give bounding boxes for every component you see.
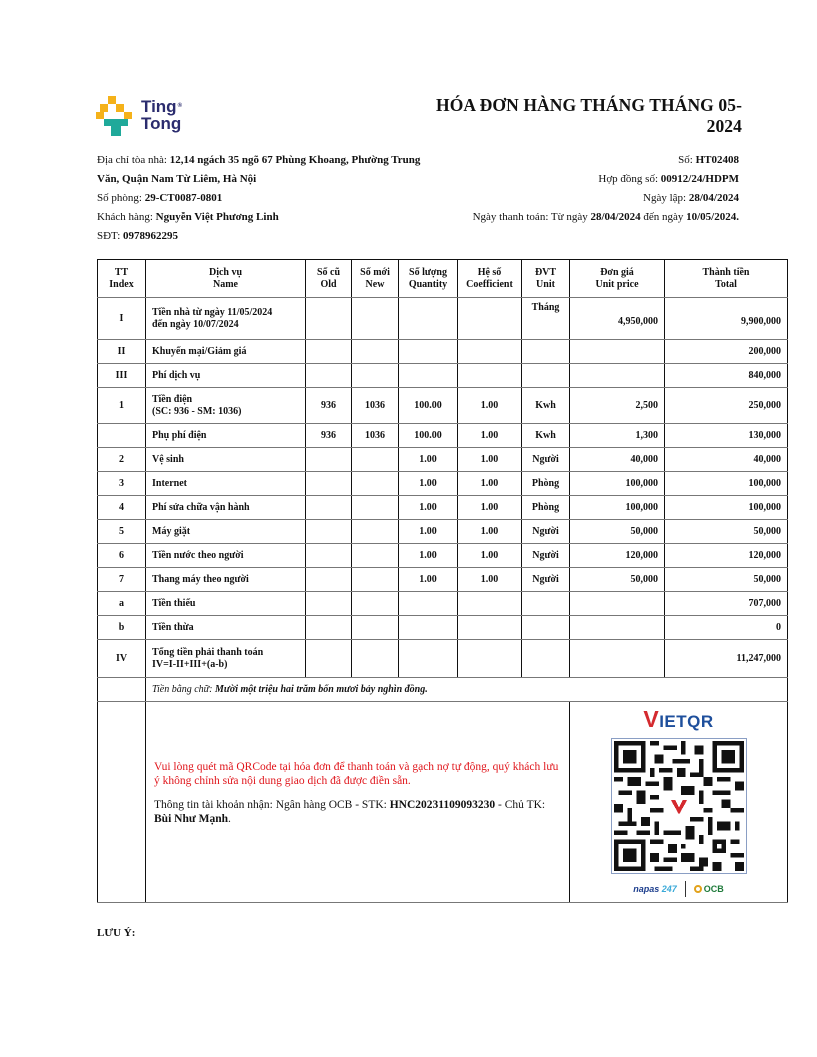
room-number: Số phòng: 29-CT0087-0801 [97,192,223,204]
row-qty [399,616,458,640]
row-index: 3 [98,472,146,496]
building-address: Địa chỉ tòa nhà: 12,14 ngách 35 ngõ 67 Phùng Khoang, Phường Trung Văn, Quận Nam Từ Liêm, Hà Nội [97,154,421,185]
row-unit: Tháng [522,298,570,340]
col-header-name: Dịch vụ Name [146,260,306,298]
row-price: 100,000 [570,496,665,520]
empty-cell [98,702,146,903]
row-total: 840,000 [665,364,788,388]
table-row-grand-total [98,640,788,678]
row-price: 2,500 [570,388,665,424]
table-row [98,424,788,448]
row-index: III [98,364,146,388]
tingtong-logo [96,96,196,136]
row-name: Tiền nhà từ ngày 11/05/2024 đến ngày 10/07/2024 [146,298,306,340]
row-name: Tiền thiếu [146,592,306,616]
grand-total: 11,247,000 [665,640,788,678]
row-new [352,364,399,388]
payment-partners [570,881,787,897]
contract-number: Hợp đồng số: 00912/24/HDPM [598,173,739,185]
row-qty [399,364,458,388]
table-row [98,388,788,424]
row-qty: 1.00 [399,448,458,472]
row-old: 936 [306,388,352,424]
invoice-meta [379,151,739,227]
row-new [352,520,399,544]
empty-cell [98,678,146,702]
row-name: Phụ phí điện [146,424,306,448]
row-new [352,544,399,568]
table-row [98,568,788,592]
row-old [306,448,352,472]
row-qty: 1.00 [399,472,458,496]
row-coef: 1.00 [458,520,522,544]
row-name: Tiền điện (SC: 936 - SM: 1036) [146,388,306,424]
row-coef: 1.00 [458,568,522,592]
row-qty: 1.00 [399,568,458,592]
row-qty: 100.00 [399,388,458,424]
payment-period: Ngày thanh toán: Từ ngày 28/04/2024 đến ngày 10/05/2024. [472,211,739,223]
table-header-row [98,260,788,298]
row-coef: 1.00 [458,472,522,496]
row-price [570,616,665,640]
row-total: 130,000 [665,424,788,448]
row-old [306,640,352,678]
payment-note: Vui lòng quét mã QRCode tại hóa đơn để thanh toán và gạch nợ tự động, quý khách lưu ý không chỉnh sửa nội dung giao dịch đã được điền sẵn. [154,761,559,787]
table-row [98,520,788,544]
invoice-table [97,259,788,903]
row-qty: 1.00 [399,544,458,568]
row-old [306,616,352,640]
row-index: 7 [98,568,146,592]
row-name: Phí dịch vụ [146,364,306,388]
row-name: Tiền thừa [146,616,306,640]
tingtong-logo-mark-icon [96,96,140,136]
note-label: LƯU Ý: [97,927,136,939]
bank-account-info: Thông tin tài khoản nhận: Ngân hàng OCB - STK: HNC20231109093230 - Chủ TK: Bùi Như Mạnh. [154,799,546,825]
row-price: 50,000 [570,568,665,592]
row-new: 1036 [352,424,399,448]
row-index: 6 [98,544,146,568]
row-unit: Người [522,544,570,568]
amount-in-words-row [98,678,788,702]
table-row [98,472,788,496]
row-index: 5 [98,520,146,544]
row-qty: 100.00 [399,424,458,448]
row-old [306,496,352,520]
row-old: 936 [306,424,352,448]
row-name: Vệ sinh [146,448,306,472]
logo-wordmark: Ting® Tong [141,97,182,133]
row-unit [522,340,570,364]
row-name: Thang máy theo người [146,568,306,592]
row-qty [399,298,458,340]
row-index: I [98,298,146,340]
row-new [352,298,399,340]
row-new [352,616,399,640]
row-total: 40,000 [665,448,788,472]
napas-logo: napas 247 [633,884,677,894]
row-price: 50,000 [570,520,665,544]
row-total: 120,000 [665,544,788,568]
row-unit [522,592,570,616]
col-header-unit-price: Đơn giá Unit price [570,260,665,298]
table-row [98,364,788,388]
row-index: b [98,616,146,640]
row-new: 1036 [352,388,399,424]
qr-code-icon [614,741,744,871]
payment-instructions [146,702,570,903]
row-unit: Phòng [522,472,570,496]
table-row [98,496,788,520]
row-index: 2 [98,448,146,472]
row-old [306,340,352,364]
row-price: 120,000 [570,544,665,568]
row-price [570,340,665,364]
payment-row [98,702,788,903]
row-price [570,364,665,388]
row-new [352,340,399,364]
row-old [306,364,352,388]
row-new [352,592,399,616]
vietqr-panel [570,702,788,903]
row-total: 250,000 [665,388,788,424]
col-header-quantity: Số lượng Quantity [399,260,458,298]
row-unit [522,364,570,388]
invoice-title: HÓA ĐƠN HÀNG THÁNG THÁNG 05-2024 [436,95,742,136]
row-total: 100,000 [665,496,788,520]
row-index [98,424,146,448]
row-coef: 1.00 [458,496,522,520]
row-index: II [98,340,146,364]
table-row [98,544,788,568]
customer-name: Khách hàng: Nguyễn Việt Phương Linh [97,211,279,223]
ocb-icon [694,885,702,893]
row-coef [458,340,522,364]
row-coef [458,616,522,640]
row-new [352,568,399,592]
row-qty [399,640,458,678]
row-total: 50,000 [665,568,788,592]
row-name: Khuyến mại/Giảm giá [146,340,306,364]
row-coef: 1.00 [458,448,522,472]
row-name: Máy giặt [146,520,306,544]
row-old [306,544,352,568]
ocb-logo: OCB [694,883,724,895]
col-header-unit: ĐVT Unit [522,260,570,298]
row-unit [522,640,570,678]
row-coef: 1.00 [458,388,522,424]
invoice-number: Số: HT02408 [678,154,739,166]
row-old [306,298,352,340]
row-old [306,472,352,496]
col-header-total: Thành tiền Total [665,260,788,298]
row-coef [458,364,522,388]
row-total: 50,000 [665,520,788,544]
row-index: 1 [98,388,146,424]
row-price [570,592,665,616]
table-row [98,592,788,616]
amount-in-words: Tiền bằng chữ: Mười một triệu hai trăm bốn mươi bảy nghìn đồng. [146,678,788,702]
table-row [98,448,788,472]
row-index: a [98,592,146,616]
row-total: 707,000 [665,592,788,616]
row-old [306,568,352,592]
row-unit: Kwh [522,388,570,424]
table-row [98,298,788,340]
row-unit: Phòng [522,496,570,520]
row-index: IV [98,640,146,678]
row-name: Internet [146,472,306,496]
row-price: 1,300 [570,424,665,448]
row-new [352,640,399,678]
row-new [352,496,399,520]
row-coef: 1.00 [458,544,522,568]
row-total: 0 [665,616,788,640]
row-unit [522,616,570,640]
row-total: 100,000 [665,472,788,496]
customer-phone: SĐT: 0978962295 [97,230,179,242]
vietqr-logo: VIETQR [643,706,714,732]
row-new [352,472,399,496]
col-header-coefficient: Hệ số Coefficient [458,260,522,298]
payment-qr-code[interactable] [611,738,747,874]
row-coef [458,298,522,340]
col-header-new: Số mới New [352,260,399,298]
table-row [98,340,788,364]
row-old [306,520,352,544]
row-qty: 1.00 [399,496,458,520]
row-name: Tiền nước theo người [146,544,306,568]
row-coef [458,592,522,616]
divider [685,881,686,897]
row-price: 100,000 [570,472,665,496]
row-coef: 1.00 [458,424,522,448]
row-total: 200,000 [665,340,788,364]
row-unit: Người [522,448,570,472]
table-row [98,616,788,640]
row-qty [399,340,458,364]
row-name: Tổng tiền phải thanh toán IV=I-II+III+(a-b) [146,640,306,678]
row-name: Phí sửa chữa vận hành [146,496,306,520]
row-coef [458,640,522,678]
row-qty: 1.00 [399,520,458,544]
row-new [352,448,399,472]
row-index: 4 [98,496,146,520]
row-price: 4,950,000 [570,298,665,340]
col-header-old: Số cũ Old [306,260,352,298]
row-unit: Kwh [522,424,570,448]
row-price: 40,000 [570,448,665,472]
row-unit: Người [522,520,570,544]
row-unit: Người [522,568,570,592]
row-total: 9,900,000 [665,298,788,340]
col-header-index: TT Index [98,260,146,298]
row-qty [399,592,458,616]
created-date: Ngày lập: 28/04/2024 [643,192,739,204]
row-price [570,640,665,678]
row-old [306,592,352,616]
